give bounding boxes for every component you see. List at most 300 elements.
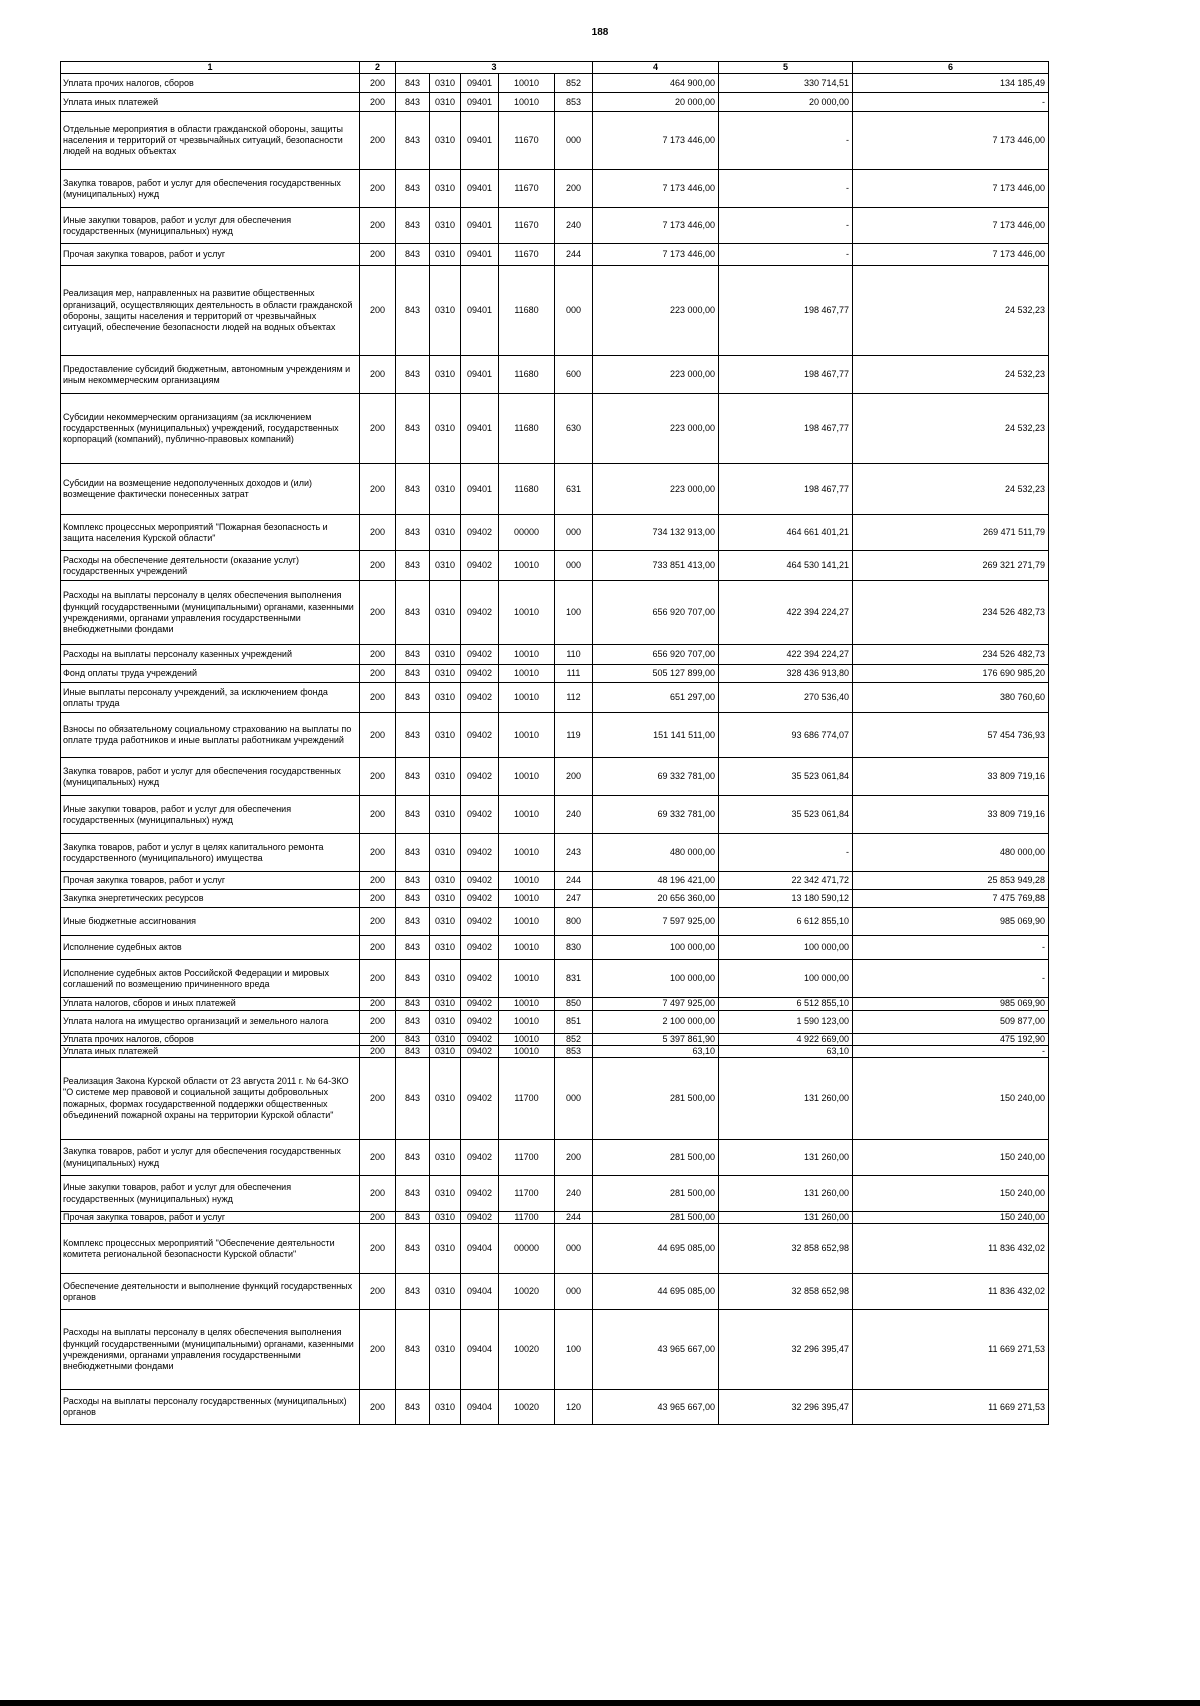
program-code-cell: 09404 [461,1224,499,1274]
col6-value-cell: 7 173 446,00 [853,244,1049,266]
row-name-cell: Комплекс процессных мероприятий "Обеспечение деятельности комитета региональной безопасности Курской области" [61,1224,360,1274]
section-code-cell: 0310 [430,1140,461,1176]
dept-code-cell: 843 [396,683,430,713]
col4-value-cell: 281 500,00 [593,1212,719,1224]
row-name-cell: Закупка энергетических ресурсов [61,890,360,908]
program-code-cell: 09402 [461,1176,499,1212]
col6-value-cell: 269 471 511,79 [853,515,1049,551]
expense-type-cell: 240 [555,796,593,834]
col6-value-cell: 150 240,00 [853,1212,1049,1224]
direction-code-cell: 10010 [499,683,555,713]
row-name-cell: Закупка товаров, работ и услуг для обеспечения государственных (муниципальных) нужд [61,758,360,796]
grbs-code-cell: 200 [360,1274,396,1310]
dept-code-cell: 843 [396,1390,430,1425]
grbs-code-cell: 200 [360,74,396,93]
expense-type-cell: 000 [555,551,593,581]
col4-value-cell: 69 332 781,00 [593,796,719,834]
col6-value-cell: 7 173 446,00 [853,112,1049,170]
col5-value-cell: 1 590 123,00 [719,1010,853,1033]
dept-code-cell: 843 [396,356,430,394]
col4-value-cell: 223 000,00 [593,356,719,394]
col4-value-cell: 7 173 446,00 [593,112,719,170]
grbs-code-cell: 200 [360,960,396,998]
program-code-cell: 09404 [461,1390,499,1425]
col6-value-cell: 234 526 482,73 [853,645,1049,665]
direction-code-cell: 10010 [499,1033,555,1045]
expense-type-cell: 631 [555,464,593,515]
table-row [61,998,1049,1010]
col6-value-cell: - [853,936,1049,960]
direction-code-cell: 10010 [499,93,555,112]
dept-code-cell: 843 [396,515,430,551]
expense-type-cell: 000 [555,1224,593,1274]
col4-value-cell: 7 497 925,00 [593,998,719,1010]
program-code-cell: 09402 [461,1212,499,1224]
col4-value-cell: 48 196 421,00 [593,872,719,890]
col5-value-cell: 330 714,51 [719,74,853,93]
expense-type-cell: 000 [555,266,593,356]
dept-code-cell: 843 [396,758,430,796]
dept-code-cell: 843 [396,908,430,936]
dept-code-cell: 843 [396,960,430,998]
table-row [61,936,1049,960]
row-name-cell: Уплата прочих налогов, сборов [61,1033,360,1045]
direction-code-cell: 11700 [499,1058,555,1140]
dept-code-cell: 843 [396,1045,430,1057]
col5-value-cell: 20 000,00 [719,93,853,112]
table-row [61,266,1049,356]
direction-code-cell: 10010 [499,645,555,665]
section-code-cell: 0310 [430,665,461,683]
dept-code-cell: 843 [396,74,430,93]
table-row [61,1274,1049,1310]
row-name-cell: Уплата налога на имущество организаций и земельного налога [61,1010,360,1033]
expense-type-cell: 112 [555,683,593,713]
expense-type-cell: 244 [555,244,593,266]
col4-value-cell: 20 000,00 [593,93,719,112]
col6-value-cell: 7 173 446,00 [853,208,1049,244]
expense-type-cell: 800 [555,908,593,936]
col5-value-cell: 100 000,00 [719,960,853,998]
col6-value-cell: 269 321 271,79 [853,551,1049,581]
dept-code-cell: 843 [396,936,430,960]
grbs-code-cell: 200 [360,266,396,356]
dept-code-cell: 843 [396,1224,430,1274]
col5-value-cell: 32 858 652,98 [719,1274,853,1310]
table-row [61,1224,1049,1274]
expense-type-cell: 830 [555,936,593,960]
dept-code-cell: 843 [396,464,430,515]
row-name-cell: Прочая закупка товаров, работ и услуг [61,1212,360,1224]
grbs-code-cell: 200 [360,908,396,936]
section-code-cell: 0310 [430,1274,461,1310]
row-name-cell: Взносы по обязательному социальному страхованию на выплаты по оплате труда работников и иные выплаты работникам учреждений [61,713,360,758]
col-header-5: 5 [719,62,853,74]
table-row [61,1010,1049,1033]
table-row [61,356,1049,394]
table-row [61,1058,1049,1140]
expense-type-cell: 630 [555,394,593,464]
col4-value-cell: 281 500,00 [593,1176,719,1212]
expense-type-cell: 000 [555,1058,593,1140]
row-name-cell: Расходы на выплаты персоналу в целях обеспечения выполнения функций государственными (муниципальными) органами, казенными учреждениями, органами управления государственными внебюджетными фондами [61,1310,360,1390]
expense-type-cell: 200 [555,1140,593,1176]
col4-value-cell: 223 000,00 [593,464,719,515]
row-name-cell: Прочая закупка товаров, работ и услуг [61,872,360,890]
program-code-cell: 09402 [461,581,499,645]
section-code-cell: 0310 [430,515,461,551]
col5-value-cell: 100 000,00 [719,936,853,960]
table-row [61,758,1049,796]
dept-code-cell: 843 [396,1033,430,1045]
row-name-cell: Предоставление субсидий бюджетным, автономным учреждениям и иным некоммерческим организациям [61,356,360,394]
grbs-code-cell: 200 [360,1224,396,1274]
col-header-6: 6 [853,62,1049,74]
section-code-cell: 0310 [430,872,461,890]
row-name-cell: Комплекс процессных мероприятий "Пожарная безопасность и защита населения Курской области" [61,515,360,551]
col5-value-cell: 131 260,00 [719,1058,853,1140]
grbs-code-cell: 200 [360,170,396,208]
direction-code-cell: 10010 [499,936,555,960]
grbs-code-cell: 200 [360,1045,396,1057]
direction-code-cell: 11670 [499,112,555,170]
direction-code-cell: 11700 [499,1212,555,1224]
grbs-code-cell: 200 [360,93,396,112]
grbs-code-cell: 200 [360,1390,396,1425]
col6-value-cell: 24 532,23 [853,266,1049,356]
program-code-cell: 09402 [461,998,499,1010]
section-code-cell: 0310 [430,394,461,464]
row-name-cell: Расходы на выплаты персоналу в целях обеспечения выполнения функций государственными (муниципальными) органами, казенными учреждениями, органами управления государственными внебюджетными фондами [61,581,360,645]
col5-value-cell: 464 530 141,21 [719,551,853,581]
col5-value-cell: 35 523 061,84 [719,796,853,834]
dept-code-cell: 843 [396,645,430,665]
section-code-cell: 0310 [430,112,461,170]
col5-value-cell: 6 512 855,10 [719,998,853,1010]
col5-value-cell: - [719,170,853,208]
col4-value-cell: 223 000,00 [593,394,719,464]
section-code-cell: 0310 [430,464,461,515]
expense-type-cell: 852 [555,1033,593,1045]
grbs-code-cell: 200 [360,1310,396,1390]
col6-value-cell: 134 185,49 [853,74,1049,93]
direction-code-cell: 10010 [499,758,555,796]
grbs-code-cell: 200 [360,758,396,796]
section-code-cell: 0310 [430,1212,461,1224]
dept-code-cell: 843 [396,1010,430,1033]
program-code-cell: 09402 [461,936,499,960]
col4-value-cell: 7 173 446,00 [593,208,719,244]
direction-code-cell: 10010 [499,796,555,834]
col4-value-cell: 281 500,00 [593,1058,719,1140]
table-row [61,872,1049,890]
dept-code-cell: 843 [396,1310,430,1390]
row-name-cell: Иные закупки товаров, работ и услуг для обеспечения государственных (муниципальных) нужд [61,796,360,834]
dept-code-cell: 843 [396,394,430,464]
col6-value-cell: 24 532,23 [853,394,1049,464]
col6-value-cell: 985 069,90 [853,908,1049,936]
dept-code-cell: 843 [396,834,430,872]
section-code-cell: 0310 [430,1058,461,1140]
direction-code-cell: 11670 [499,170,555,208]
col6-value-cell: - [853,1045,1049,1057]
col5-value-cell: 198 467,77 [719,266,853,356]
program-code-cell: 09401 [461,394,499,464]
col-header-1: 1 [61,62,360,74]
expense-type-cell: 851 [555,1010,593,1033]
table-row [61,890,1049,908]
direction-code-cell: 11670 [499,208,555,244]
table-row [61,1390,1049,1425]
direction-code-cell: 11680 [499,394,555,464]
direction-code-cell: 11700 [499,1176,555,1212]
section-code-cell: 0310 [430,890,461,908]
table-row [61,170,1049,208]
table-row [61,581,1049,645]
program-code-cell: 09402 [461,908,499,936]
grbs-code-cell: 200 [360,515,396,551]
section-code-cell: 0310 [430,170,461,208]
col4-value-cell: 733 851 413,00 [593,551,719,581]
expense-type-cell: 100 [555,1310,593,1390]
grbs-code-cell: 200 [360,998,396,1010]
expense-type-cell: 100 [555,581,593,645]
program-code-cell: 09401 [461,112,499,170]
expense-type-cell: 243 [555,834,593,872]
expense-type-cell: 240 [555,208,593,244]
grbs-code-cell: 200 [360,1140,396,1176]
program-code-cell: 09402 [461,645,499,665]
section-code-cell: 0310 [430,1176,461,1212]
col-header-3: 3 [396,62,593,74]
col4-value-cell: 281 500,00 [593,1140,719,1176]
expense-type-cell: 853 [555,93,593,112]
program-code-cell: 09402 [461,1058,499,1140]
direction-code-cell: 11680 [499,266,555,356]
grbs-code-cell: 200 [360,208,396,244]
program-code-cell: 09402 [461,796,499,834]
dept-code-cell: 843 [396,796,430,834]
col5-value-cell: 32 296 395,47 [719,1310,853,1390]
expense-type-cell: 850 [555,998,593,1010]
page-number: 188 [591,27,609,38]
row-name-cell: Уплата прочих налогов, сборов [61,74,360,93]
col5-value-cell: 270 536,40 [719,683,853,713]
col4-value-cell: 5 397 861,90 [593,1033,719,1045]
grbs-code-cell: 200 [360,394,396,464]
grbs-code-cell: 200 [360,1212,396,1224]
section-code-cell: 0310 [430,1010,461,1033]
col4-value-cell: 63,10 [593,1045,719,1057]
program-code-cell: 09401 [461,93,499,112]
direction-code-cell: 10010 [499,74,555,93]
col6-value-cell: 176 690 985,20 [853,665,1049,683]
direction-code-cell: 10010 [499,1045,555,1057]
table-row [61,112,1049,170]
col6-value-cell: 33 809 719,16 [853,758,1049,796]
expense-type-cell: 853 [555,1045,593,1057]
direction-code-cell: 10010 [499,581,555,645]
col5-value-cell: 198 467,77 [719,394,853,464]
program-code-cell: 09402 [461,890,499,908]
grbs-code-cell: 200 [360,645,396,665]
table-row [61,74,1049,93]
col-header-4: 4 [593,62,719,74]
col5-value-cell: 32 858 652,98 [719,1224,853,1274]
expense-type-cell: 120 [555,1390,593,1425]
table-body [61,74,1049,1425]
col6-value-cell: 33 809 719,16 [853,796,1049,834]
grbs-code-cell: 200 [360,1033,396,1045]
expense-type-cell: 600 [555,356,593,394]
table-row [61,464,1049,515]
col5-value-cell: 4 922 669,00 [719,1033,853,1045]
section-code-cell: 0310 [430,244,461,266]
section-code-cell: 0310 [430,834,461,872]
program-code-cell: 09401 [461,74,499,93]
col5-value-cell: 198 467,77 [719,356,853,394]
program-code-cell: 09402 [461,1045,499,1057]
section-code-cell: 0310 [430,1224,461,1274]
col4-value-cell: 656 920 707,00 [593,581,719,645]
budget-table [60,61,1049,1425]
row-name-cell: Отдельные мероприятия в области гражданской обороны, защиты населения и территорий от чрезвычайных ситуаций, безопасности людей на водных объектах [61,112,360,170]
col6-value-cell: 985 069,90 [853,998,1049,1010]
section-code-cell: 0310 [430,93,461,112]
expense-type-cell: 111 [555,665,593,683]
table-row [61,1212,1049,1224]
section-code-cell: 0310 [430,713,461,758]
grbs-code-cell: 200 [360,1058,396,1140]
col5-value-cell: 464 661 401,21 [719,515,853,551]
dept-code-cell: 843 [396,1176,430,1212]
col4-value-cell: 656 920 707,00 [593,645,719,665]
col5-value-cell: 422 394 224,27 [719,581,853,645]
table-row [61,1176,1049,1212]
section-code-cell: 0310 [430,74,461,93]
grbs-code-cell: 200 [360,244,396,266]
direction-code-cell: 10020 [499,1310,555,1390]
expense-type-cell: 000 [555,1274,593,1310]
program-code-cell: 09401 [461,244,499,266]
col4-value-cell: 2 100 000,00 [593,1010,719,1033]
col4-value-cell: 100 000,00 [593,936,719,960]
dept-code-cell: 843 [396,170,430,208]
col6-value-cell: 11 669 271,53 [853,1310,1049,1390]
col6-value-cell: 150 240,00 [853,1140,1049,1176]
dept-code-cell: 843 [396,1140,430,1176]
program-code-cell: 09402 [461,758,499,796]
program-code-cell: 09402 [461,960,499,998]
direction-code-cell: 10010 [499,713,555,758]
col4-value-cell: 651 297,00 [593,683,719,713]
grbs-code-cell: 200 [360,581,396,645]
row-name-cell: Обеспечение деятельности и выполнение функций государственных органов [61,1274,360,1310]
table-row [61,665,1049,683]
col5-value-cell: 93 686 774,07 [719,713,853,758]
section-code-cell: 0310 [430,581,461,645]
col5-value-cell: 131 260,00 [719,1212,853,1224]
col6-value-cell: 57 454 736,93 [853,713,1049,758]
dept-code-cell: 843 [396,112,430,170]
program-code-cell: 09401 [461,170,499,208]
expense-type-cell: 240 [555,1176,593,1212]
table-row [61,796,1049,834]
col6-value-cell: 11 669 271,53 [853,1390,1049,1425]
col4-value-cell: 505 127 899,00 [593,665,719,683]
expense-type-cell: 244 [555,1212,593,1224]
direction-code-cell: 10010 [499,872,555,890]
table-row [61,394,1049,464]
grbs-code-cell: 200 [360,713,396,758]
row-name-cell: Иные закупки товаров, работ и услуг для обеспечения государственных (муниципальных) нужд [61,208,360,244]
section-code-cell: 0310 [430,1045,461,1057]
col4-value-cell: 44 695 085,00 [593,1224,719,1274]
col6-value-cell: - [853,93,1049,112]
grbs-code-cell: 200 [360,936,396,960]
expense-type-cell: 244 [555,872,593,890]
row-name-cell: Закупка товаров, работ и услуг для обеспечения государственных (муниципальных) нужд [61,1140,360,1176]
row-name-cell: Уплата иных платежей [61,1045,360,1057]
header-row [61,62,1049,74]
grbs-code-cell: 200 [360,665,396,683]
dept-code-cell: 843 [396,551,430,581]
table-row [61,908,1049,936]
program-code-cell: 09402 [461,665,499,683]
dept-code-cell: 843 [396,872,430,890]
direction-code-cell: 10010 [499,908,555,936]
program-code-cell: 09401 [461,266,499,356]
direction-code-cell: 10010 [499,960,555,998]
dept-code-cell: 843 [396,713,430,758]
scan-edge-bar [0,1700,1200,1706]
row-name-cell: Закупка товаров, работ и услуг для обеспечения государственных (муниципальных) нужд [61,170,360,208]
section-code-cell: 0310 [430,758,461,796]
col6-value-cell: 24 532,23 [853,356,1049,394]
direction-code-cell: 10010 [499,834,555,872]
table-row [61,960,1049,998]
direction-code-cell: 11680 [499,464,555,515]
col6-value-cell: 234 526 482,73 [853,581,1049,645]
direction-code-cell: 00000 [499,1224,555,1274]
expense-type-cell: 247 [555,890,593,908]
program-code-cell: 09402 [461,515,499,551]
table-row [61,208,1049,244]
program-code-cell: 09401 [461,356,499,394]
row-name-cell: Иные закупки товаров, работ и услуг для обеспечения государственных (муниципальных) нужд [61,1176,360,1212]
col4-value-cell: 7 597 925,00 [593,908,719,936]
col4-value-cell: 43 965 667,00 [593,1310,719,1390]
col5-value-cell: - [719,834,853,872]
dept-code-cell: 843 [396,93,430,112]
section-code-cell: 0310 [430,1310,461,1390]
col4-value-cell: 20 656 360,00 [593,890,719,908]
section-code-cell: 0310 [430,551,461,581]
col5-value-cell: - [719,112,853,170]
row-name-cell: Расходы на выплаты персоналу казенных учреждений [61,645,360,665]
col6-value-cell: 24 532,23 [853,464,1049,515]
grbs-code-cell: 200 [360,551,396,581]
grbs-code-cell: 200 [360,1010,396,1033]
dept-code-cell: 843 [396,998,430,1010]
grbs-code-cell: 200 [360,683,396,713]
row-name-cell: Иные выплаты персоналу учреждений, за исключением фонда оплаты труда [61,683,360,713]
program-code-cell: 09402 [461,551,499,581]
col6-value-cell: 509 877,00 [853,1010,1049,1033]
expense-type-cell: 000 [555,112,593,170]
expense-type-cell: 831 [555,960,593,998]
col5-value-cell: 198 467,77 [719,464,853,515]
